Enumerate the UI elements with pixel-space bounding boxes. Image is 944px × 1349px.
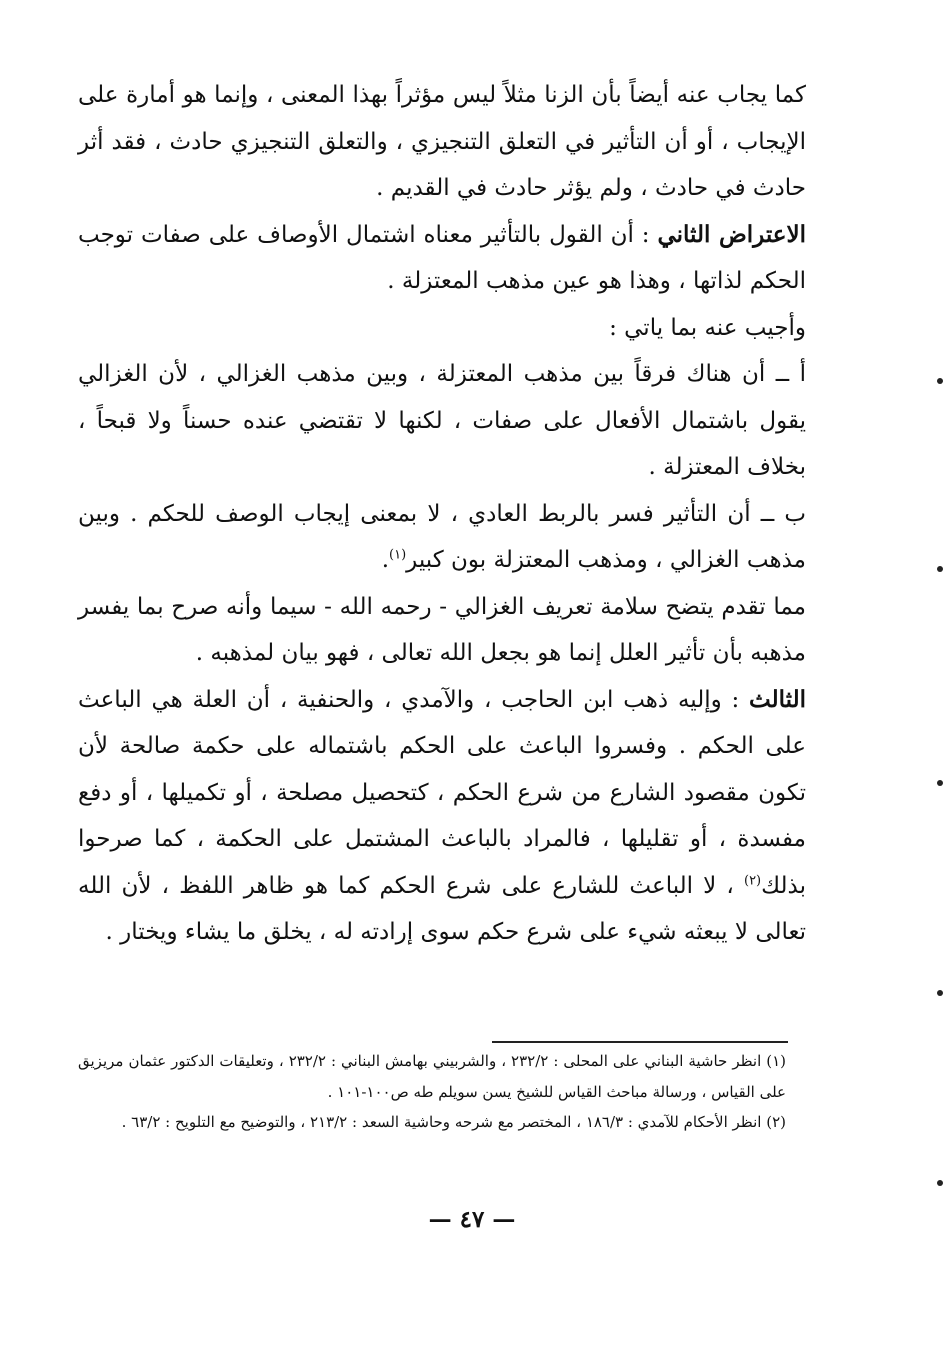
footnotes <box>78 1046 786 1138</box>
paragraph-third-view <box>78 677 806 956</box>
paragraph-text: : وإليه ذهب ابن الحاجب ، والآمدي ، والحنفية ، أن العلة هي الباعث على الحكم . وفسروا الباعث على الحكم باشتماله على حكمة صالحة لأن تكون مقصود الشارع من شرع الحكم ، كتحصيل مصلحة ، أو تكميلها ، أو دفع مفسدة ، أو تقليلها ، فالمراد بالباعث المشتمل على الحكمة ، كما صرحوا بذلك <box>78 686 806 899</box>
paragraph-text-after: ، لا الباعث للشارع على شرع الحكم كما هو ظاهر اللفظ ، لأن الله تعالى لا يبعثه شيء على شرع حكم سوى إرادته له ، يخلق ما يشاء ويختار . <box>78 872 806 945</box>
paragraph-text-after: . <box>381 547 390 573</box>
footnote-2: (٢) انظر الأحكام للآمدي : ١٨٦/٣ ، المختصر مع شرحه وحاشية السعد : ٢١٣/٢ ، والتوضيح مع التلويح : ٦٣/٢ . <box>121 1113 786 1131</box>
paragraph-text: وأجيب عنه بما ياتي : <box>609 314 806 341</box>
margin-mark <box>937 1180 943 1186</box>
footnote-divider <box>492 1041 788 1043</box>
paragraph-reply-a <box>78 351 806 491</box>
paragraph-second-objection <box>78 212 806 305</box>
paragraph-reply-intro <box>78 305 806 352</box>
section-heading-third: الثالث <box>749 685 806 713</box>
paragraph-reply-b <box>78 491 806 584</box>
margin-mark <box>937 780 943 786</box>
main-text <box>78 72 806 956</box>
footnote-reference-1: (١) <box>389 547 407 563</box>
footnote-reference-2: (٢) <box>743 872 762 888</box>
paragraph-text: أ ــ أن هناك فرقاً بين مذهب المعتزلة ، وبين مذهب الغزالي ، لأن الغزالي يقول باشتمال الأفعال على صفات ، لكنها لا تقتضي عنده حسناً ولا قبحاً ، بخلاف المعتزلة . <box>78 361 806 480</box>
paragraph-text: ب ــ أن التأثير فسر بالربط العادي ، لا بمعنى إيجاب الوصف للحكم . وبين مذهب الغزالي ، ومذهب المعتزلة بون كبير <box>78 500 806 573</box>
footnote-1: (١) انظر حاشية البناني على المحلى : ٢٣٢/٢ ، والشربيني بهامش البناني : ٢٣٢/٢ ، وتعليقات الدكتور عثمان مريزيق على القياس ، ورسالة مباحث القياس للشيخ يسن سويلم طه ص١٠٠-١٠١ . <box>78 1052 787 1101</box>
margin-mark <box>937 990 943 996</box>
section-heading-second-objection: الاعتراض الثاني <box>657 220 807 248</box>
paragraph-answer-continued <box>78 72 806 212</box>
margin-mark <box>937 378 943 384</box>
margin-mark <box>937 566 943 572</box>
page-number: — ٤٧ — <box>428 1206 516 1233</box>
paragraph-conclusion <box>78 584 806 677</box>
paragraph-text: مما تقدم يتضح سلامة تعريف الغزالي - رحمه الله - سيما وأنه صرح بما يفسر مذهبه بأن تأثير العلل إنما هو بجعل الله تعالى ، فهو بيان لمذهبه . <box>78 593 806 666</box>
paragraph-text: كما يجاب عنه أيضاً بأن الزنا مثلاً ليس مؤثراً بهذا المعنى ، وإنما هو أمارة على الإيجاب ، أو أن التأثير في التعلق التنجيزي ، والتعلق التنجيزي حادث ، فقد أثر حادث في حادث ، ولم يؤثر حادث في القديم . <box>78 82 806 201</box>
paragraph-text: : أن القول بالتأثير معناه اشتمال الأوصاف على صفات توجب الحكم لذاتها ، وهذا هو عين مذهب المعتزلة . <box>78 221 806 294</box>
